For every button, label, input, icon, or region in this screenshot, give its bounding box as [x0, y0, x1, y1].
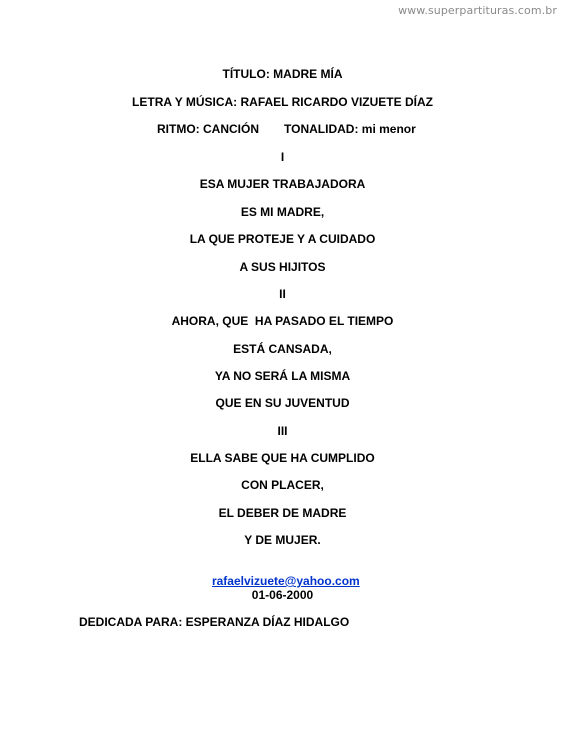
- song-title: TÍTULO: MADRE MÍA: [222, 67, 343, 81]
- verse-line: ESA MUJER TRABAJADORA: [199, 177, 366, 191]
- verse-line: CON PLACER,: [241, 478, 324, 492]
- verse-numeral: II: [279, 287, 286, 301]
- date: 01-06-2000: [251, 588, 314, 602]
- verse-line: AHORA, QUE HA PASADO EL TIEMPO: [171, 314, 394, 328]
- verse-line: QUE EN SU JUVENTUD: [215, 396, 350, 410]
- verse-line: A SUS HIJITOS: [239, 260, 326, 274]
- dedication: DEDICADA PARA: ESPERANZA DÍAZ HIDALGO: [79, 615, 350, 629]
- song-author: LETRA Y MÚSICA: RAFAEL RICARDO VIZUETE DÍAZ: [132, 95, 433, 109]
- song-rhythm: RITMO: CANCIÓN: [157, 122, 259, 136]
- verse-line: ELLA SABE QUE HA CUMPLIDO: [190, 451, 375, 465]
- verse-line: ESTÁ CANSADA,: [233, 342, 332, 356]
- watermark: www.superpartituras.com.br: [398, 4, 557, 17]
- verse-line: Y DE MUJER.: [244, 533, 321, 547]
- verse-line: EL DEBER DE MADRE: [218, 506, 347, 520]
- email-link[interactable]: rafaelvizuete@yahoo.com: [211, 574, 360, 588]
- song-key: TONALIDAD: mi menor: [284, 122, 416, 136]
- verse-line: LA QUE PROTEJE Y A CUIDADO: [189, 232, 376, 246]
- verse-line: YA NO SERÁ LA MISMA: [214, 369, 351, 383]
- verse-numeral: I: [280, 150, 285, 164]
- verse-numeral: III: [277, 424, 288, 438]
- verse-line: ES MI MADRE,: [240, 205, 325, 219]
- email-line: [0, 560, 565, 588]
